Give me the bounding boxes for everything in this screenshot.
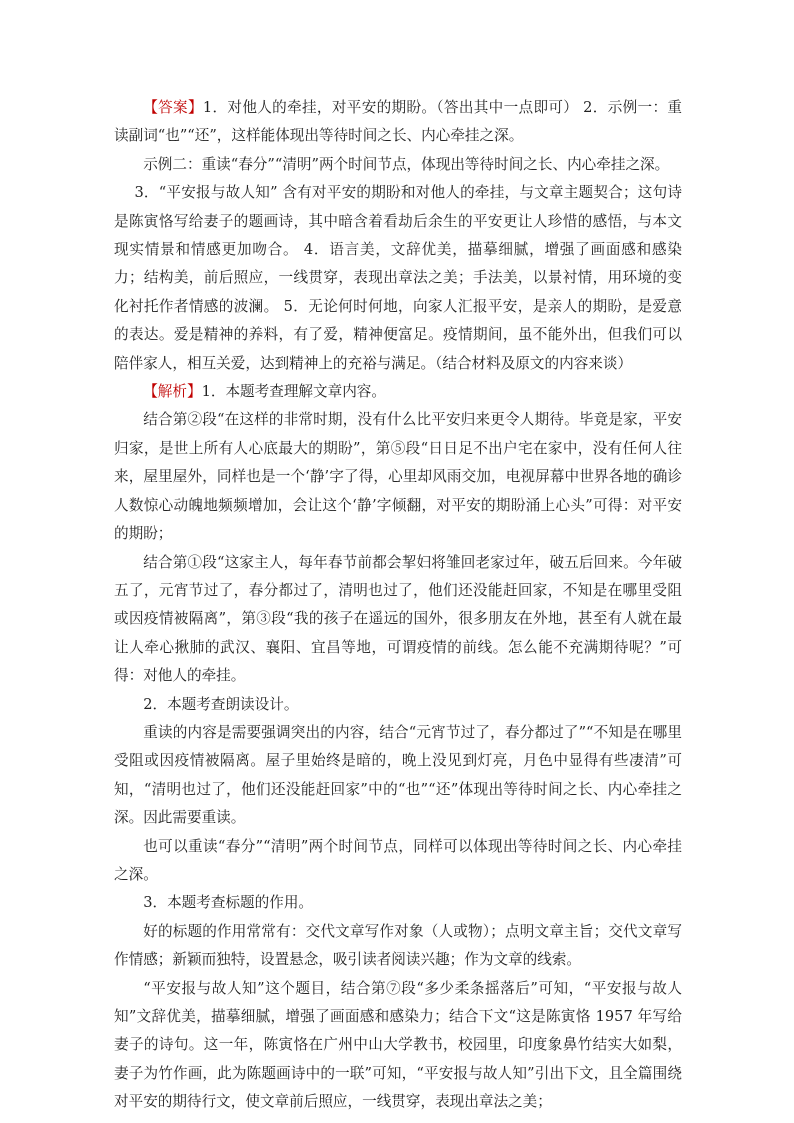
document-body xyxy=(114,94,682,1117)
analysis-paragraph-9: “平安报与故人知”这个题目，结合第⑦段“多少柔条摇落后”可知，“平安报与故人知”文辞优美，描摹细腻，增强了画面感和感染力；结合下文“这是陈寅恪 1957 年写给妻子的诗句。这一年，陈寅恪在广州中山大学教书，校园里，印度象鼻竹结实大如梨，妻子为竹作画，此为陈题画诗中的一联”可知，“平安报与故人知”引出下文，且全篇围绕对平安的期待行文，使文章前后照应，一线贯穿，表现出章法之美； xyxy=(114,979,682,1111)
analysis-paragraph-2: 结合第②段“在这样的非常时期，没有什么比平安归来更令人期待。毕竟是家，平安归家，是世上所有人心底最大的期盼”，第⑤段“日日足不出户宅在家中，没有任何人往来，屋里屋外，同样也是一个‘静’字了得，心里却风雨交加，电视屏幕中世界各地的确诊人数惊心动魄地频频增加，会让这个‘静’字倾翻，对平安的期盼涌上心头”可得：对平安的期盼； xyxy=(114,411,682,543)
analysis-paragraph-1 xyxy=(114,378,682,406)
analysis-paragraph-6: 也可以重读“春分”“清明”两个时间节点，同样可以体现出等待时间之长、内心牵挂之深。 xyxy=(114,837,682,883)
analysis-paragraph-5: 重读的内容是需要强调突出的内容，结合“元宵节过了，春分都过了”“不知是在哪里受阻或因疫情被隔离。屋子里始终是暗的，晚上没见到灯亮，月色中显得有些凄清”可知，“清明也过了，他们还没能赶回家”中的“也”“还”体现出等待时间之长、内心牵挂之深。因此需要重读。 xyxy=(114,723,682,827)
analysis-paragraph-8: 好的标题的作用常常有：交代文章写作对象（人或物）；点明文章主旨；交代文章写作情感；新颖而独特，设置悬念，吸引读者阅读兴趣；作为文章的线索。 xyxy=(114,922,682,969)
answer-text-1: 1．对他人的牵挂，对平安的期盼。（答出其中一点即可） 2．示例一：重读副词“也”“还”，这样能体现出等待时间之长、内心牵挂之深。 xyxy=(114,99,682,145)
answer-paragraph-1 xyxy=(114,94,682,151)
analysis-text-1: 1．本题考查理解文章内容。 xyxy=(201,383,386,401)
answer-paragraph-2: 示例二：重读“春分”“清明”两个时间节点，体现出等待时间之长、内心牵挂之深。 xyxy=(143,155,670,173)
answer-tag: 【答案】 xyxy=(143,99,203,116)
analysis-paragraph-7: 3．本题考查标题的作用。 xyxy=(143,894,314,912)
analysis-paragraph-4: 2．本题考查朗读设计。 xyxy=(143,695,299,713)
analysis-tag: 【解析】 xyxy=(143,383,202,401)
answer-paragraph-3: 3．“平安报与故人知” 含有对平安的期盼和对他人的牵挂，与文章主题契合；这句诗是陈寅恪写给妻子的题画诗，其中暗含着看劫后余生的平安更让人珍惜的感悟，与本文现实情景和情感更加吻合。 4．语言美，文辞优美，描摹细腻，增强了画面感和感染力；结构美，前后照应，一线贯穿，表现出章法之美；手法美，以景衬情，用环境的变化衬托作者情感的波澜。 5．无论何时何地，向家人汇报平安，是亲人的期盼，是爱意的表达。爱是精神的养料，有了爱，精神便富足。疫情期间，虽不能外出，但我们可以陪伴家人，相互关爱，达到精神上的充裕与满足。（结合材料及原文的内容来谈） xyxy=(114,184,682,372)
analysis-paragraph-3: 结合第①段“这家主人，每年春节前都会挈妇将雏回老家过年，破五后回来。今年破五了，元宵节过了，春分都过了，清明也过了，他们还没能赶回家，不知是在哪里受阻或因疫情被隔离”，第③段“我的孩子在遥远的国外，很多朋友在外地，甚至有人就在最让人牵心揪肺的武汉、襄阳、宜昌等地，可谓疫情的前线。怎么能不充满期待呢？”可得：对他人的牵挂。 xyxy=(114,553,682,685)
